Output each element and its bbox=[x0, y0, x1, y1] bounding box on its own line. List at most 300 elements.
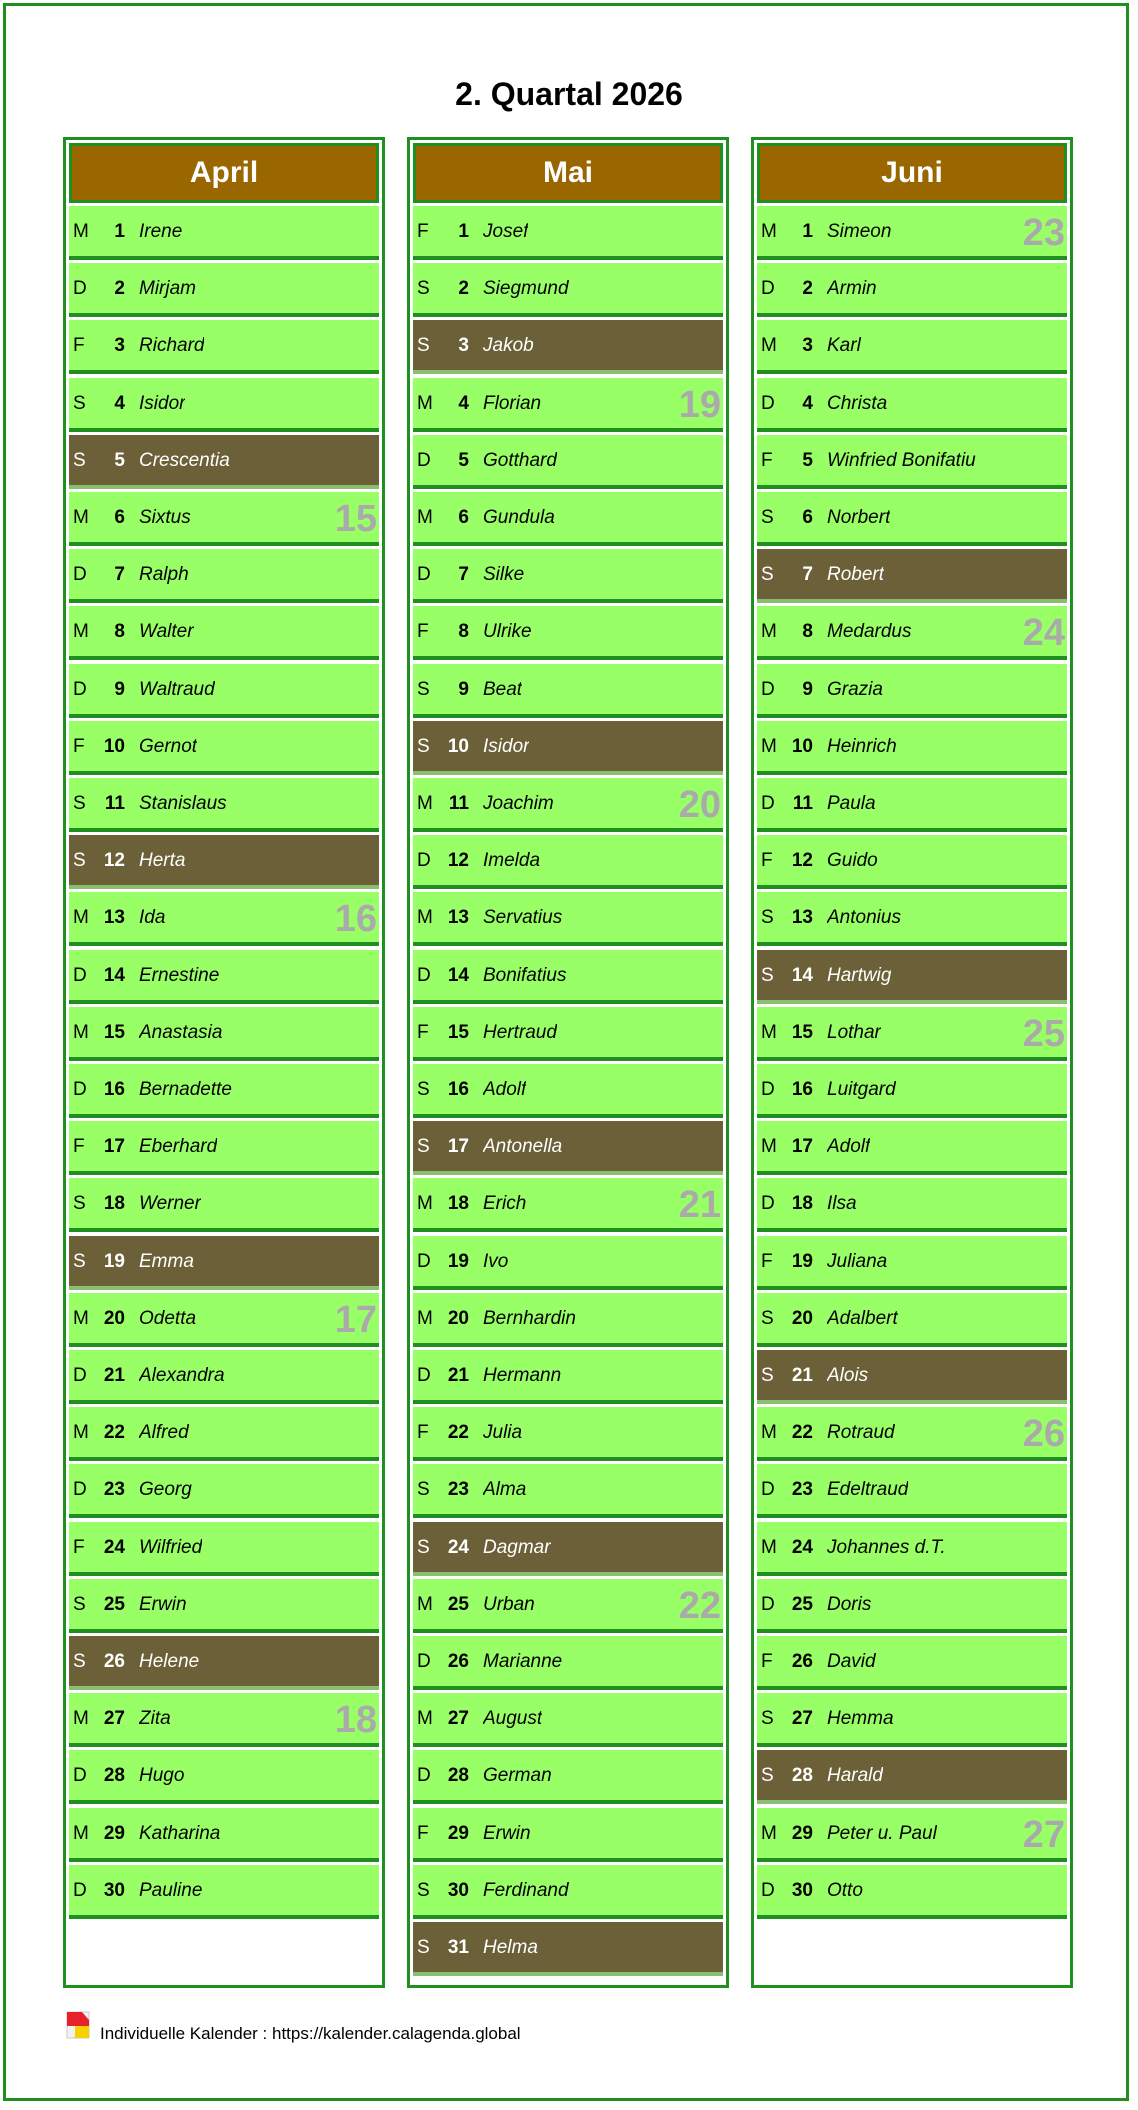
name-day: Jakob bbox=[483, 335, 534, 357]
weekday-letter: S bbox=[73, 1593, 86, 1615]
day-number: 23 bbox=[447, 1479, 469, 1501]
weekday-letter: F bbox=[417, 1021, 429, 1043]
day-row bbox=[413, 206, 723, 260]
weekday-letter: M bbox=[417, 1593, 433, 1615]
weekday-letter: F bbox=[73, 735, 85, 757]
name-day: Harald bbox=[827, 1765, 883, 1787]
day-row bbox=[757, 320, 1067, 374]
name-day: Gotthard bbox=[483, 449, 557, 471]
day-row bbox=[413, 721, 723, 775]
weekday-letter: M bbox=[73, 1708, 89, 1730]
day-row bbox=[413, 892, 723, 946]
week-number: 26 bbox=[1022, 1413, 1065, 1456]
name-day: Ilsa bbox=[827, 1193, 857, 1215]
week-number: 15 bbox=[334, 498, 377, 540]
day-row bbox=[69, 1007, 379, 1061]
name-day: Lothar bbox=[827, 1021, 881, 1043]
day-number: 17 bbox=[447, 1136, 469, 1158]
name-day: Luitgard bbox=[827, 1079, 896, 1100]
day-number: 6 bbox=[458, 507, 469, 528]
day-row bbox=[757, 1407, 1067, 1461]
day-number: 7 bbox=[458, 564, 469, 586]
day-row bbox=[757, 492, 1067, 546]
weekday-letter: M bbox=[73, 1422, 89, 1444]
weekday-letter: D bbox=[417, 1250, 431, 1272]
day-row bbox=[757, 721, 1067, 775]
footer-text[interactable]: Individuelle Kalender : https://kalender.calagenda.global bbox=[100, 2024, 521, 2043]
weekday-letter: M bbox=[761, 1136, 777, 1158]
day-row bbox=[413, 1178, 723, 1232]
name-day: Crescentia bbox=[139, 449, 230, 471]
day-number: 21 bbox=[447, 1365, 469, 1386]
day-number: 6 bbox=[802, 507, 813, 528]
weekday-letter: M bbox=[73, 1307, 89, 1329]
name-day: Erich bbox=[483, 1193, 527, 1215]
weekday-letter: D bbox=[761, 1593, 775, 1615]
weekday-letter: S bbox=[417, 1079, 430, 1100]
weekday-letter: M bbox=[73, 507, 89, 528]
day-row bbox=[413, 1693, 723, 1747]
week-number: 16 bbox=[334, 898, 377, 941]
name-day: Ivo bbox=[483, 1250, 509, 1272]
name-day: Ralph bbox=[139, 564, 189, 586]
name-day: Joachim bbox=[483, 793, 554, 814]
day-number: 10 bbox=[103, 735, 125, 757]
day-row bbox=[69, 549, 379, 603]
weekday-letter: F bbox=[417, 621, 429, 643]
weekday-letter: D bbox=[417, 1765, 431, 1787]
weekday-letter: M bbox=[761, 735, 777, 757]
weekday-letter: M bbox=[761, 1822, 777, 1844]
day-row bbox=[69, 664, 379, 718]
name-day: Dagmar bbox=[483, 1536, 551, 1558]
day-number: 13 bbox=[103, 907, 125, 929]
name-day: Emma bbox=[139, 1250, 194, 1272]
day-row bbox=[413, 1064, 723, 1118]
day-number: 23 bbox=[103, 1479, 125, 1501]
name-day: Wilfried bbox=[139, 1536, 203, 1558]
week-number: 17 bbox=[334, 1298, 377, 1341]
day-number: 19 bbox=[791, 1250, 813, 1272]
day-row bbox=[69, 892, 379, 946]
day-number: 6 bbox=[114, 507, 125, 528]
name-day: Bernadette bbox=[139, 1079, 232, 1100]
name-day: Bonifatius bbox=[483, 964, 567, 986]
calendar-logo-icon bbox=[66, 2010, 92, 2040]
name-day: Isidor bbox=[139, 392, 186, 414]
name-day: Adalbert bbox=[827, 1307, 898, 1329]
day-number: 11 bbox=[448, 793, 469, 814]
weekday-letter: S bbox=[73, 449, 86, 471]
day-number: 10 bbox=[791, 735, 813, 757]
day-number: 7 bbox=[114, 564, 125, 586]
day-number: 29 bbox=[791, 1822, 813, 1844]
weekday-letter: S bbox=[417, 1479, 430, 1501]
weekday-letter: D bbox=[761, 1879, 775, 1901]
page-title: 2. Quartal 2026 bbox=[455, 76, 683, 112]
name-day: Imelda bbox=[483, 850, 541, 872]
weekday-letter: S bbox=[761, 1365, 774, 1386]
name-day: Silke bbox=[483, 564, 525, 586]
day-row bbox=[413, 950, 723, 1004]
day-row bbox=[69, 950, 379, 1004]
day-number: 26 bbox=[791, 1651, 813, 1672]
month-column-april bbox=[63, 137, 385, 1988]
day-row bbox=[413, 1922, 723, 1976]
day-number: 18 bbox=[791, 1193, 813, 1215]
weekday-letter: F bbox=[73, 1536, 85, 1558]
name-day: Karl bbox=[827, 335, 861, 357]
day-number: 14 bbox=[103, 964, 125, 986]
name-day: Hartwig bbox=[827, 964, 892, 986]
name-day: Johannes d.T. bbox=[827, 1536, 946, 1558]
name-day: Helene bbox=[139, 1651, 200, 1672]
day-number: 15 bbox=[103, 1021, 125, 1043]
name-day: Gundula bbox=[483, 507, 555, 528]
name-day: Ernestine bbox=[139, 964, 220, 986]
day-number: 8 bbox=[802, 621, 813, 643]
day-number: 26 bbox=[447, 1651, 469, 1672]
day-number: 10 bbox=[447, 735, 469, 757]
day-number: 11 bbox=[792, 793, 813, 814]
day-row bbox=[69, 1236, 379, 1290]
day-row bbox=[413, 1865, 723, 1919]
name-day: Simeon bbox=[827, 221, 892, 242]
day-row bbox=[413, 664, 723, 718]
weekday-letter: M bbox=[417, 1307, 433, 1329]
name-day: Alma bbox=[483, 1479, 527, 1501]
name-day: Isidor bbox=[483, 735, 530, 757]
day-number: 20 bbox=[447, 1307, 469, 1329]
weekday-letter: D bbox=[417, 964, 431, 986]
week-number: 21 bbox=[678, 1184, 721, 1227]
day-number: 16 bbox=[791, 1079, 813, 1100]
day-number: 9 bbox=[802, 678, 813, 700]
day-row bbox=[413, 1750, 723, 1804]
name-day: Winfried Bonifatiu bbox=[827, 449, 976, 471]
week-number: 22 bbox=[678, 1584, 721, 1627]
day-row bbox=[757, 1236, 1067, 1290]
day-number: 16 bbox=[103, 1079, 125, 1100]
week-number: 18 bbox=[334, 1699, 377, 1742]
name-day: Norbert bbox=[827, 507, 891, 528]
name-day: Alois bbox=[827, 1365, 869, 1386]
weekday-letter: M bbox=[73, 621, 89, 643]
weekday-letter: M bbox=[417, 507, 433, 528]
day-number: 21 bbox=[103, 1365, 125, 1386]
day-number: 22 bbox=[791, 1422, 813, 1444]
day-number: 29 bbox=[103, 1822, 125, 1844]
day-number: 19 bbox=[447, 1250, 469, 1272]
day-row bbox=[413, 1407, 723, 1461]
weekday-letter: D bbox=[73, 564, 87, 586]
name-day: Gernot bbox=[139, 735, 198, 757]
weekday-letter: S bbox=[417, 1879, 430, 1901]
name-day: Bernhardin bbox=[483, 1307, 576, 1329]
weekday-letter: M bbox=[73, 1822, 89, 1844]
day-number: 5 bbox=[802, 449, 813, 471]
weekday-letter: D bbox=[761, 793, 775, 814]
day-row bbox=[413, 1007, 723, 1061]
name-day: Heinrich bbox=[827, 735, 897, 757]
day-row bbox=[413, 549, 723, 603]
name-day: Beat bbox=[483, 678, 523, 700]
day-number: 8 bbox=[114, 621, 125, 643]
day-number: 24 bbox=[791, 1536, 813, 1558]
day-number: 19 bbox=[103, 1250, 125, 1272]
day-number: 25 bbox=[447, 1593, 469, 1615]
weekday-letter: F bbox=[761, 850, 773, 872]
day-number: 21 bbox=[791, 1365, 813, 1386]
weekday-letter: F bbox=[761, 1651, 773, 1672]
day-row bbox=[757, 950, 1067, 1004]
day-number: 26 bbox=[103, 1651, 125, 1672]
day-number: 27 bbox=[447, 1708, 469, 1730]
weekday-letter: D bbox=[73, 1765, 87, 1787]
day-number: 14 bbox=[447, 964, 469, 986]
day-row bbox=[413, 378, 723, 432]
day-row bbox=[69, 1579, 379, 1633]
name-day: German bbox=[483, 1765, 552, 1787]
weekday-letter: F bbox=[73, 1136, 85, 1158]
weekday-letter: D bbox=[73, 1365, 87, 1386]
weekday-letter: M bbox=[73, 1021, 89, 1043]
day-number: 12 bbox=[103, 850, 125, 872]
day-number: 15 bbox=[447, 1021, 469, 1043]
name-day: Florian bbox=[483, 392, 542, 414]
name-day: Robert bbox=[827, 564, 885, 586]
name-day: Hugo bbox=[139, 1765, 185, 1787]
day-row bbox=[69, 1178, 379, 1232]
day-row bbox=[413, 606, 723, 660]
day-row bbox=[413, 835, 723, 889]
day-number: 3 bbox=[802, 335, 813, 357]
name-day: Walter bbox=[139, 621, 194, 643]
day-row bbox=[69, 1064, 379, 1118]
weekday-letter: S bbox=[761, 507, 774, 528]
weekday-letter: M bbox=[417, 1193, 433, 1215]
day-row bbox=[69, 1693, 379, 1747]
day-number: 30 bbox=[103, 1879, 125, 1901]
name-day: Richard bbox=[139, 335, 205, 357]
week-number: 19 bbox=[678, 383, 721, 426]
name-day: Hertraud bbox=[483, 1021, 557, 1043]
day-row bbox=[69, 435, 379, 489]
day-row bbox=[757, 606, 1067, 660]
name-day: Adolf bbox=[483, 1079, 527, 1100]
day-row bbox=[69, 835, 379, 889]
day-number: 25 bbox=[791, 1593, 813, 1615]
day-row bbox=[757, 263, 1067, 317]
weekday-letter: M bbox=[417, 392, 433, 414]
name-day: Zita bbox=[139, 1708, 171, 1730]
day-row bbox=[413, 1350, 723, 1404]
name-day: Peter u. Paul bbox=[827, 1822, 937, 1844]
day-number: 4 bbox=[114, 392, 125, 414]
day-row bbox=[69, 1407, 379, 1461]
day-row bbox=[69, 1636, 379, 1690]
name-day: Sixtus bbox=[139, 507, 191, 528]
day-row bbox=[757, 778, 1067, 832]
day-number: 27 bbox=[103, 1708, 125, 1730]
day-row bbox=[757, 1293, 1067, 1347]
weekday-letter: S bbox=[73, 793, 86, 814]
weekday-letter: S bbox=[73, 850, 86, 872]
day-row bbox=[757, 206, 1067, 260]
name-day: Alexandra bbox=[139, 1365, 225, 1386]
name-day: Doris bbox=[827, 1593, 872, 1615]
day-number: 2 bbox=[458, 278, 469, 300]
name-day: Hemma bbox=[827, 1708, 894, 1730]
name-day: Helma bbox=[483, 1937, 538, 1958]
name-day: Medardus bbox=[827, 621, 912, 643]
name-day: Anastasia bbox=[139, 1021, 223, 1043]
weekday-letter: F bbox=[73, 335, 85, 357]
day-row bbox=[757, 1865, 1067, 1919]
day-row bbox=[69, 320, 379, 374]
name-day: Josef bbox=[483, 221, 529, 242]
day-row bbox=[757, 892, 1067, 946]
month-column-mai bbox=[407, 137, 729, 1988]
day-number: 30 bbox=[791, 1879, 813, 1901]
day-number: 31 bbox=[447, 1937, 469, 1958]
name-day: Otto bbox=[827, 1879, 863, 1901]
weekday-letter: D bbox=[417, 850, 431, 872]
day-row bbox=[69, 778, 379, 832]
weekday-letter: M bbox=[761, 221, 777, 242]
day-number: 4 bbox=[802, 392, 813, 414]
day-row bbox=[69, 378, 379, 432]
day-row bbox=[757, 435, 1067, 489]
day-number: 12 bbox=[447, 850, 469, 872]
day-row bbox=[757, 378, 1067, 432]
week-number: 20 bbox=[678, 784, 721, 826]
name-day: David bbox=[827, 1651, 876, 1672]
weekday-letter: S bbox=[761, 1708, 774, 1730]
name-day: Waltraud bbox=[139, 678, 215, 700]
day-row bbox=[757, 1808, 1067, 1862]
day-row bbox=[413, 320, 723, 374]
day-number: 18 bbox=[447, 1193, 469, 1215]
day-row bbox=[69, 1293, 379, 1347]
weekday-letter: M bbox=[417, 1708, 433, 1730]
day-number: 17 bbox=[791, 1136, 813, 1158]
day-row bbox=[757, 1636, 1067, 1690]
name-day: Hermann bbox=[483, 1365, 562, 1386]
weekday-letter: D bbox=[417, 449, 431, 471]
day-number: 24 bbox=[447, 1536, 469, 1558]
day-row bbox=[413, 778, 723, 832]
name-day: Juliana bbox=[827, 1250, 888, 1272]
day-number: 22 bbox=[447, 1422, 469, 1444]
day-number: 2 bbox=[802, 278, 813, 300]
weekday-letter: D bbox=[761, 1479, 775, 1501]
day-number: 29 bbox=[447, 1822, 469, 1844]
weekday-letter: S bbox=[417, 1136, 430, 1158]
day-row bbox=[757, 1579, 1067, 1633]
name-day: Pauline bbox=[139, 1879, 203, 1901]
weekday-letter: M bbox=[761, 335, 777, 357]
day-number: 20 bbox=[791, 1307, 813, 1329]
day-row bbox=[757, 835, 1067, 889]
week-number: 23 bbox=[1022, 212, 1065, 254]
day-row bbox=[413, 1522, 723, 1576]
name-day: Paula bbox=[827, 793, 876, 814]
weekday-letter: S bbox=[417, 1937, 430, 1958]
weekday-letter: M bbox=[73, 221, 89, 242]
day-row bbox=[413, 435, 723, 489]
weekday-letter: D bbox=[73, 1879, 87, 1901]
weekday-letter: S bbox=[73, 1250, 86, 1272]
day-row bbox=[69, 1464, 379, 1518]
name-day: Antonius bbox=[827, 907, 901, 929]
day-number: 3 bbox=[114, 335, 125, 357]
month-column-juni bbox=[751, 137, 1073, 1988]
day-number: 4 bbox=[458, 392, 469, 414]
name-day: Edeltraud bbox=[827, 1479, 909, 1501]
day-row bbox=[757, 1464, 1067, 1518]
name-day: Adolf bbox=[827, 1136, 871, 1158]
day-row bbox=[69, 1750, 379, 1804]
week-number: 27 bbox=[1022, 1813, 1065, 1856]
day-number: 20 bbox=[103, 1307, 125, 1329]
day-row bbox=[69, 1808, 379, 1862]
weekday-letter: S bbox=[761, 907, 774, 929]
day-row bbox=[413, 1808, 723, 1862]
name-day: Katharina bbox=[139, 1822, 221, 1844]
weekday-letter: D bbox=[761, 278, 775, 300]
weekday-letter: S bbox=[761, 1307, 774, 1329]
weekday-letter: D bbox=[73, 1079, 87, 1100]
weekday-letter: M bbox=[761, 621, 777, 643]
day-number: 30 bbox=[447, 1879, 469, 1901]
day-row bbox=[69, 721, 379, 775]
day-number: 1 bbox=[458, 221, 469, 242]
day-row bbox=[413, 1121, 723, 1175]
day-row bbox=[757, 549, 1067, 603]
day-row bbox=[413, 1464, 723, 1518]
day-number: 8 bbox=[458, 621, 469, 643]
weekday-letter: S bbox=[761, 1765, 774, 1787]
weekday-letter: S bbox=[73, 1651, 86, 1672]
weekday-letter: D bbox=[761, 392, 775, 414]
day-row bbox=[413, 492, 723, 546]
day-number: 9 bbox=[114, 678, 125, 700]
day-number: 16 bbox=[447, 1079, 469, 1100]
day-number: 5 bbox=[114, 449, 125, 471]
day-number: 9 bbox=[458, 678, 469, 700]
name-day: Guido bbox=[827, 850, 878, 872]
name-day: Stanislaus bbox=[139, 793, 227, 814]
weekday-letter: F bbox=[761, 449, 773, 471]
weekday-letter: D bbox=[73, 678, 87, 700]
weekday-letter: M bbox=[417, 793, 433, 814]
weekday-letter: F bbox=[417, 1822, 429, 1844]
weekday-letter: S bbox=[73, 392, 86, 414]
day-number: 7 bbox=[802, 564, 813, 586]
name-day: Rotraud bbox=[827, 1422, 895, 1444]
name-day: Irene bbox=[139, 221, 183, 242]
day-number: 12 bbox=[791, 850, 813, 872]
weekday-letter: D bbox=[73, 964, 87, 986]
day-number: 17 bbox=[103, 1136, 125, 1158]
weekday-letter: D bbox=[417, 564, 431, 586]
day-row bbox=[757, 1693, 1067, 1747]
name-day: Alfred bbox=[139, 1422, 189, 1444]
name-day: Grazia bbox=[827, 678, 883, 700]
day-row bbox=[757, 1522, 1067, 1576]
name-day: Herta bbox=[139, 850, 186, 872]
